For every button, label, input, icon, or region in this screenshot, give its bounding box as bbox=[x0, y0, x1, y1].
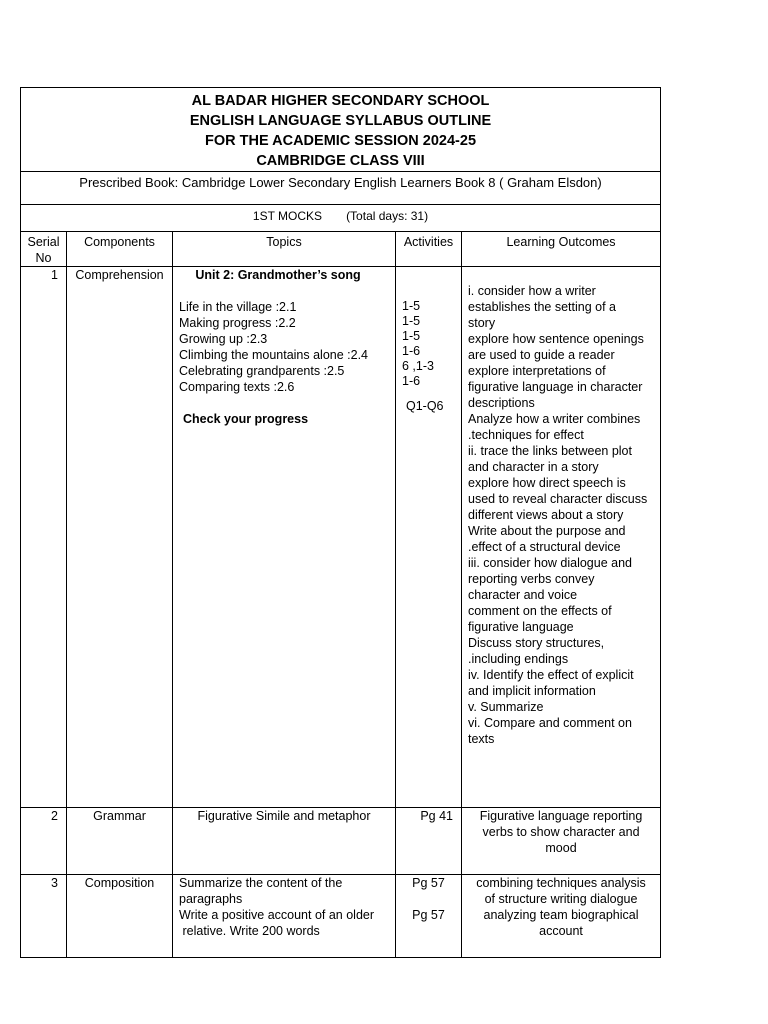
component-cell: Grammar bbox=[67, 808, 173, 875]
outcomes-cell: i. consider how a writer establishes the setting of a story explore how sentence openings are used to guide a reader explore interpretations of figurative language in character descriptions Analyze how a writer combines .techniques for effect ii. trace the links between plot and character in a story explore how direct speech is used to reveal character discuss different views about a story Write about the purpose and .effect of a structural device iii. consider how dialogue and reporting verbs convey character and voice comment on the effects of figurative language Discuss story structures, .including endings iv. Identify the effect of explicit and implicit information v. Summarize vi. Compare and comment on texts bbox=[462, 267, 661, 808]
header-components: Components bbox=[67, 232, 173, 267]
outcomes-cell: Figurative language reporting verbs to show character and mood bbox=[462, 808, 661, 875]
table-row bbox=[21, 875, 661, 958]
prescribed-book: Prescribed Book: Cambridge Lower Secondary English Learners Book 8 ( Graham Elsdon) bbox=[21, 172, 661, 205]
column-headers bbox=[21, 232, 661, 267]
activity-item: 1-5 bbox=[402, 314, 421, 328]
mocks-total-days: (Total days: 31) bbox=[346, 209, 429, 223]
header-learning-outcomes: Learning Outcomes bbox=[462, 232, 661, 267]
topics-cell: Summarize the content of the paragraphs Write a positive account of an older relative. Write 200 words bbox=[173, 875, 396, 958]
topic-item: Life in the village :2.1 bbox=[179, 300, 297, 314]
outcomes-cell: combining techniques analysis of structure writing dialogue analyzing team biographical account bbox=[462, 875, 661, 958]
activity-item: 1-6 bbox=[402, 344, 421, 358]
component-cell: Comprehension bbox=[67, 267, 173, 808]
mocks-row bbox=[21, 205, 661, 232]
check-activity: Q1-Q6 bbox=[406, 399, 444, 413]
activities-cell: Pg 41 bbox=[396, 808, 462, 875]
header-serial: Serial No bbox=[21, 232, 67, 267]
activity-item: 6 ,1-3 bbox=[402, 359, 434, 373]
topic-item: Celebrating grandparents :2.5 bbox=[179, 364, 345, 378]
unit-title: Unit 2: Grandmother’s song bbox=[195, 268, 361, 282]
header-activities: Activities bbox=[396, 232, 462, 267]
header-topics: Topics bbox=[173, 232, 396, 267]
table-row bbox=[21, 808, 661, 875]
activity-item: 1-5 bbox=[402, 329, 421, 343]
check-progress: Check your progress bbox=[183, 412, 309, 426]
activity-item: 1-5 bbox=[402, 299, 421, 313]
activities-cell bbox=[396, 267, 462, 808]
syllabus-page bbox=[20, 87, 660, 958]
activity-item: 1-6 bbox=[402, 374, 421, 388]
syllabus-table bbox=[20, 87, 661, 958]
serial-cell: 3 bbox=[21, 875, 67, 958]
topic-item: Growing up :2.3 bbox=[179, 332, 268, 346]
mocks-label: 1ST MOCKS bbox=[252, 209, 323, 223]
document-title: ENGLISH LANGUAGE SYLLABUS OUTLINE bbox=[189, 113, 492, 129]
school-name: AL BADAR HIGHER SECONDARY SCHOOL bbox=[191, 93, 490, 109]
component-cell: Composition bbox=[67, 875, 173, 958]
topics-cell bbox=[173, 267, 396, 808]
academic-session: FOR THE ACADEMIC SESSION 2024-25 bbox=[205, 133, 477, 149]
topics-cell: Figurative Simile and metaphor bbox=[173, 808, 396, 875]
serial-cell: 1 bbox=[21, 267, 67, 808]
class-name: CAMBRIDGE CLASS VIII bbox=[256, 153, 425, 169]
activities-cell: Pg 57 Pg 57 bbox=[396, 875, 462, 958]
table-row bbox=[21, 267, 661, 808]
topic-item: Comparing texts :2.6 bbox=[179, 380, 295, 394]
school-header bbox=[21, 88, 661, 172]
topic-item: Making progress :2.2 bbox=[179, 316, 296, 330]
topic-item: Climbing the mountains alone :2.4 bbox=[179, 348, 369, 362]
serial-cell: 2 bbox=[21, 808, 67, 875]
